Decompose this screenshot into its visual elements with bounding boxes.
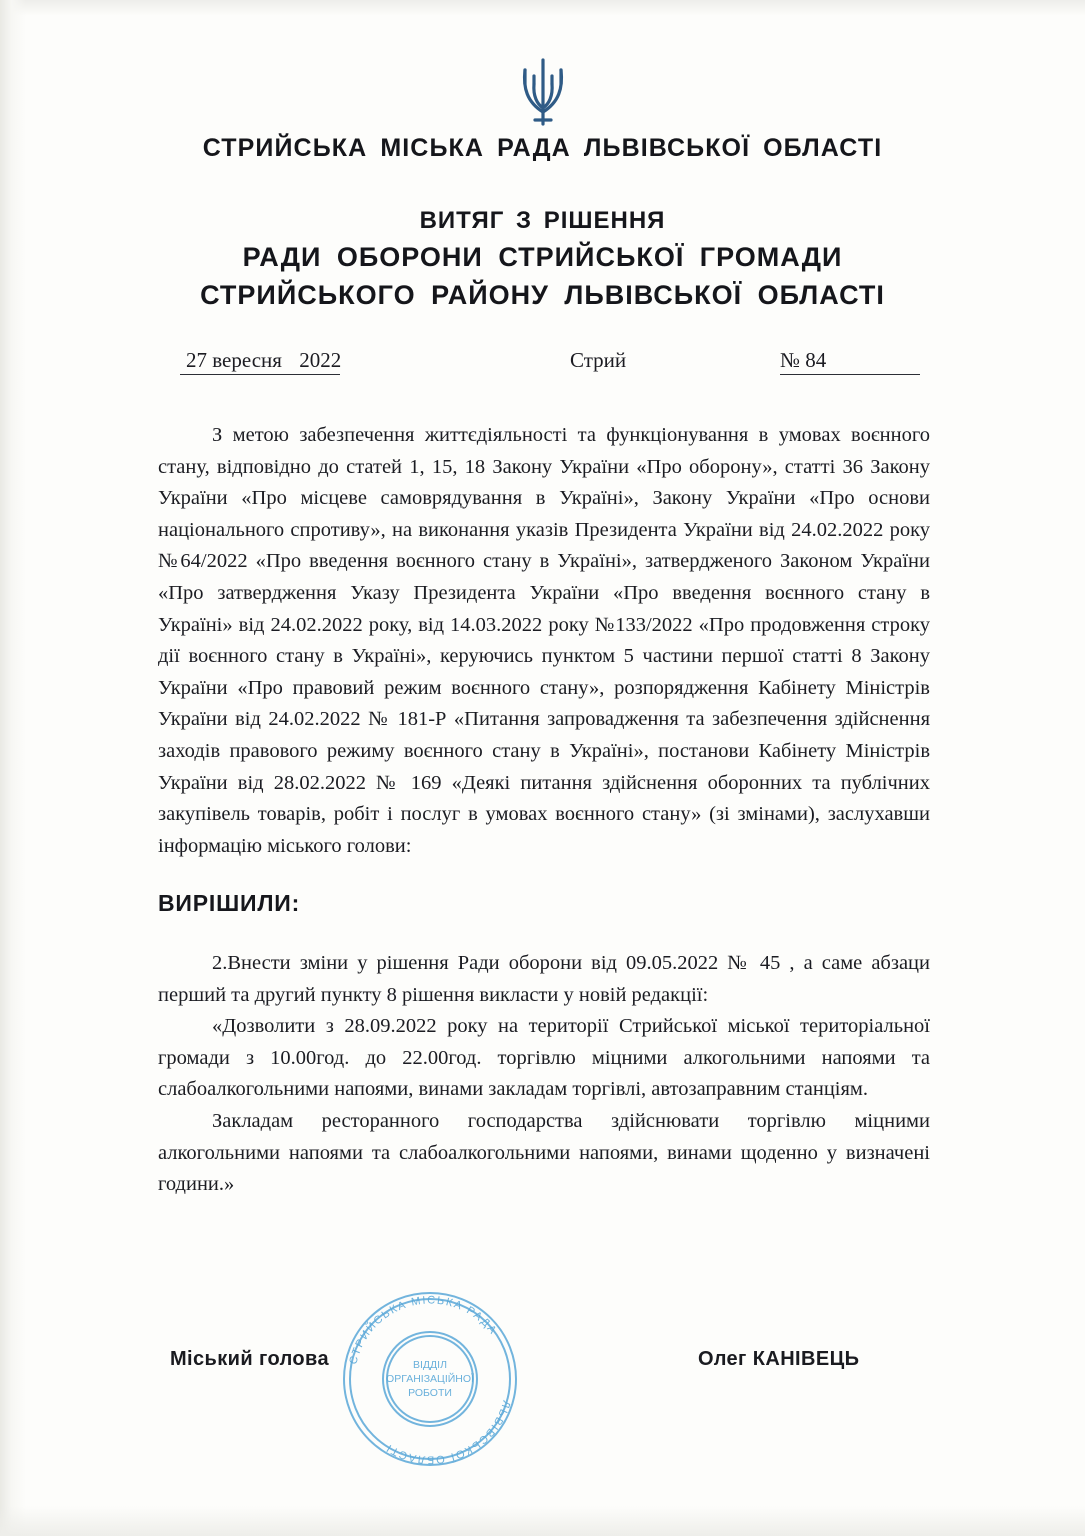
document-number: № 84 xyxy=(780,348,827,372)
document-city: Стрий xyxy=(570,348,627,372)
ukraine-trident-coat-of-arms-icon xyxy=(514,54,572,130)
signature-role: Міський голова xyxy=(170,1348,329,1370)
document-number-field xyxy=(780,348,920,373)
document-year: 2022 xyxy=(299,348,342,372)
document-date-field xyxy=(180,348,395,373)
document-title-line-2: РАДИ ОБОРОНИ СТРИЙСЬКОЇ ГРОМАДИ xyxy=(242,242,843,272)
document-meta-row xyxy=(155,348,930,376)
svg-text:ОРГАНІЗАЦІЙНОЇ: ОРГАНІЗАЦІЙНОЇ xyxy=(386,1373,474,1385)
number-underline xyxy=(780,374,920,375)
svg-text:ЛЬВІВСЬКОЇ ОБЛАСТІ: ЛЬВІВСЬКОЇ ОБЛАСТІ xyxy=(383,1398,513,1466)
organization-title: СТРИЙСЬКА МІСЬКА РАДА ЛЬВІВСЬКОЇ ОБЛАСТІ xyxy=(202,134,883,162)
document-title-line-1: ВИТЯГ З РІШЕННЯ xyxy=(419,207,666,234)
round-official-stamp-icon xyxy=(333,1282,528,1477)
svg-text:РОБОТИ: РОБОТИ xyxy=(408,1387,452,1399)
preamble-text: З метою забезпечення життєдіяльності та функціонування в умовах воєнного стану, відповідно до статей 1, 15, 18 Закону України «Про оборону», статті 36 Закону України «Про місцеве самоврядування в Україні», Закону України «Про основи національного спротиву», на виконання указів Президента України від 24.02.2022 року №64/2022 «Про введення воєнного стану в Україні», затвердженого Законом України «Про затвердження Указу Президента України «Про введення воєнного стану в Україні» від 24.02.2022 року, від 14.03.2022 року №133/2022 «Про продовження строку дії воєнного стану в Україні», керуючись пунктом 5 частини першої статті 8 Закону України «Про правовий режим воєнного стану», розпорядження Кабінету Міністрів України від 24.02.2022 № 181-Р «Питання запровадження та забезпечення здійснення заходів правового режиму воєнного стану в Україні», постанови Кабінету Міністрів України від 28.02.2022 № 169 «Деякі питання здійснення оборонних та публічних закупівель товарів, робіт і послуг в умовах воєнного стану» (зі змінами), заслухавши інформацію міського голови: xyxy=(158,424,930,857)
preamble-block xyxy=(158,420,930,862)
resolution-clause-1: 2.Внести зміни у рішення Ради оборони від 09.05.2022 № 45 , а саме абзаци перший та другий пункту 8 рішення викласти у новій редакції: xyxy=(158,952,930,1006)
signature-name: Олег КАНІВЕЦЬ xyxy=(698,1348,860,1370)
decided-heading: ВИРІШИЛИ: xyxy=(158,890,301,916)
document-title xyxy=(0,204,1085,314)
date-underline xyxy=(180,374,340,375)
scan-edge-bottom xyxy=(0,1506,1085,1536)
resolution-block xyxy=(158,948,930,1201)
document-date: 27 вересня xyxy=(186,348,282,372)
resolution-clause-3: Закладам ресторанного господарства здійснювати торгівлю міцними алкогольними напоями та слабоалкогольними напоями, винами щоденно у визначені години.» xyxy=(158,1109,930,1196)
document-title-line-3: СТРИЙСЬКОГО РАЙОНУ ЛЬВІВСЬКОЇ ОБЛАСТІ xyxy=(200,280,885,310)
scan-edge-top xyxy=(0,0,1085,16)
svg-text:ВІДДІЛ: ВІДДІЛ xyxy=(413,1359,447,1371)
emblem-container xyxy=(0,54,1085,130)
svg-text:СТРИЙСЬКА МІСЬКА РАДА: СТРИЙСЬКА МІСЬКА РАДА xyxy=(347,1294,500,1366)
resolution-clause-2: «Дозволити з 28.09.2022 року на території Стрийської міської територіальної громади з 10.00год. до 22.00год. торгівлю міцними алкогольними напоями та слабоалкогольними напоями, винами закладам торгівлі, автозаправним станціям. xyxy=(158,1015,930,1101)
